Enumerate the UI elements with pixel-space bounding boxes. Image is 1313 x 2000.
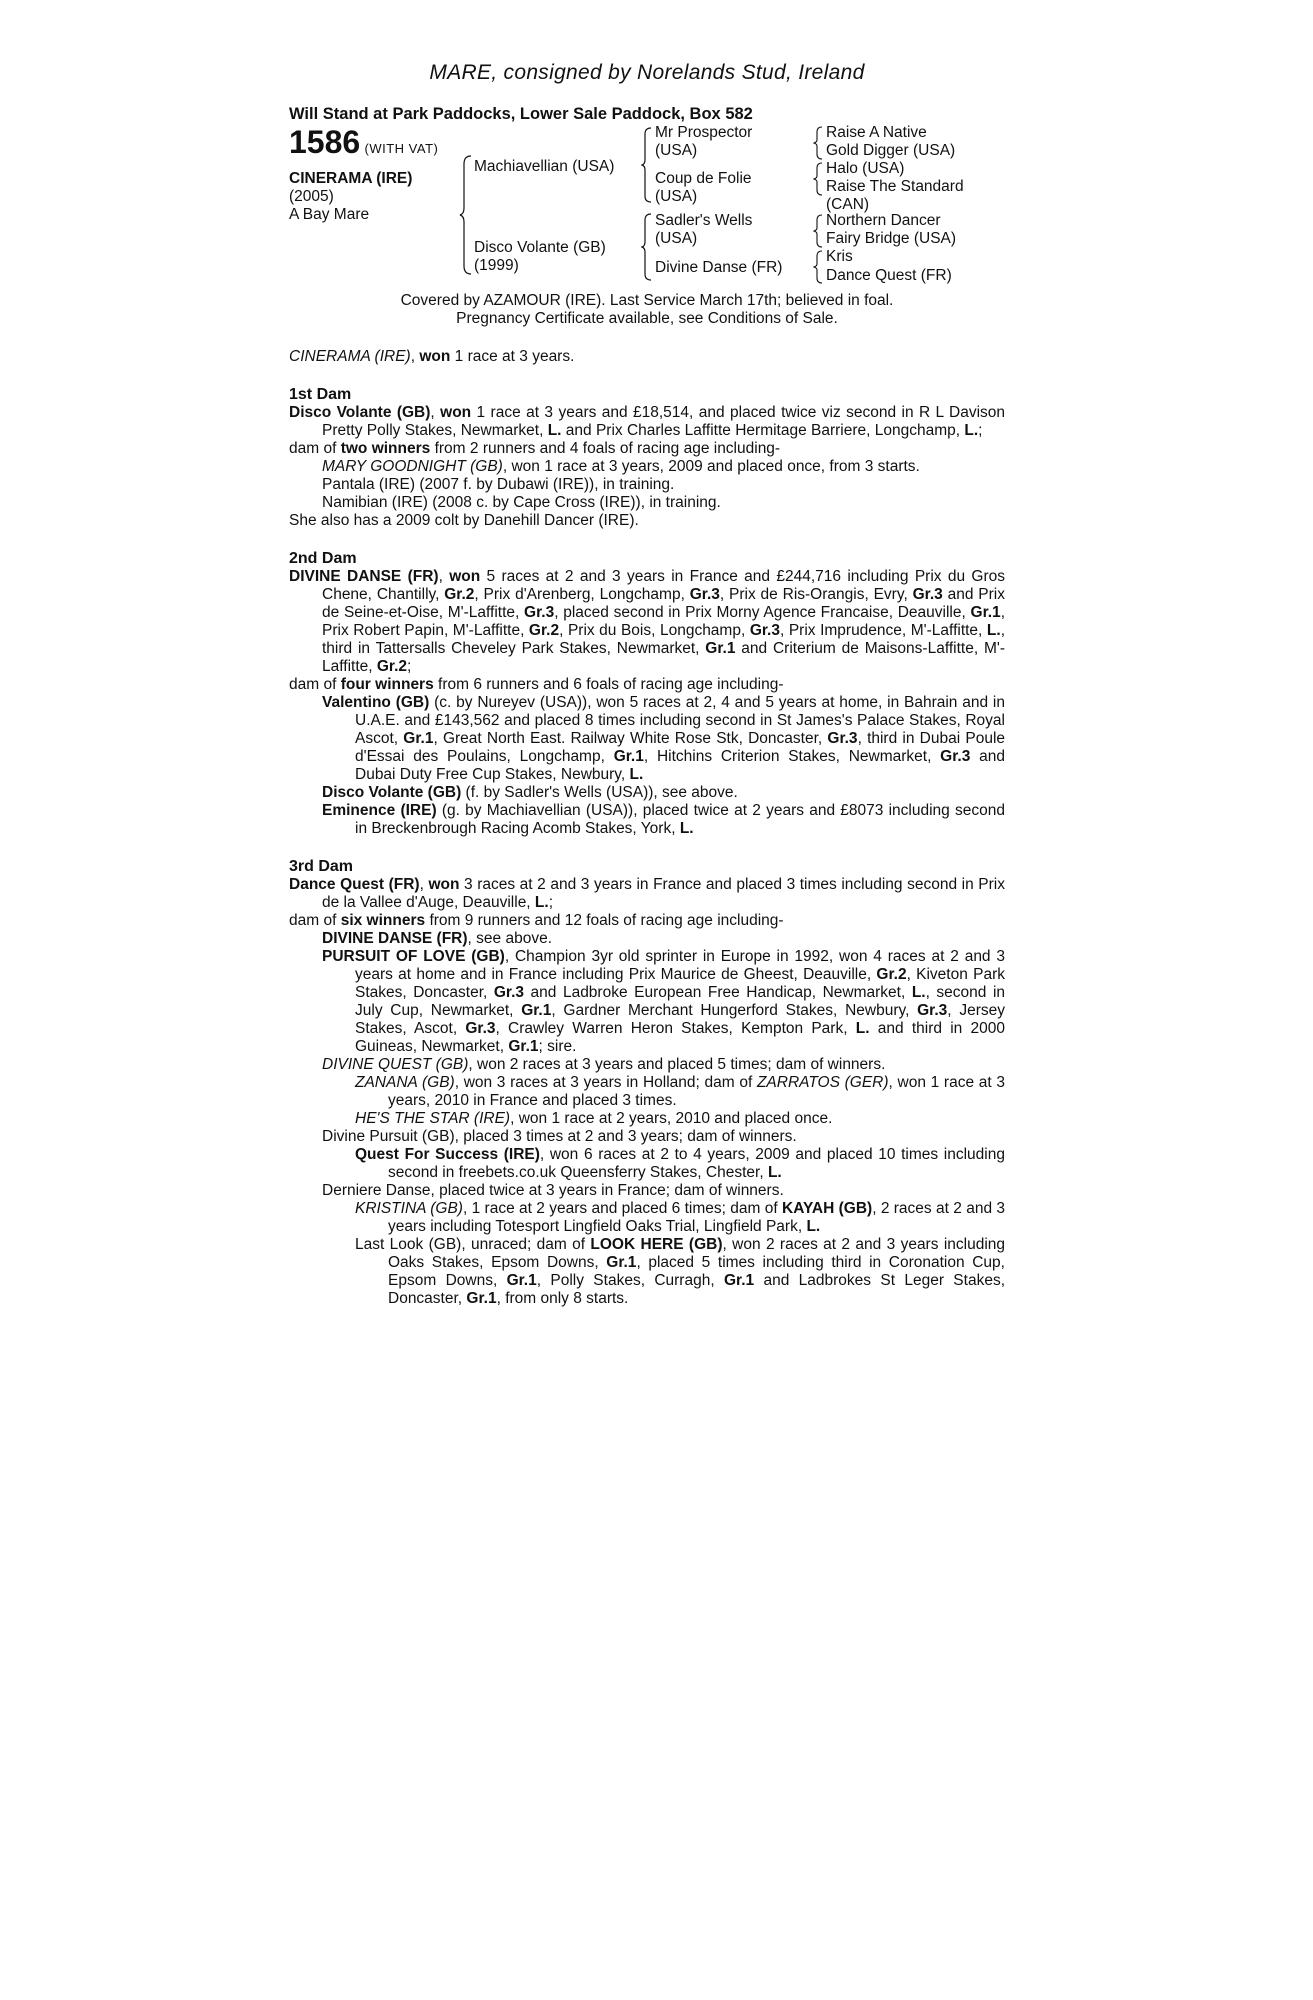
horse-name: MARY GOODNIGHT (GB) [322, 458, 503, 475]
text: , won 3 races at 3 years in Holland; dam of [454, 1074, 757, 1091]
text: and Prix Charles Laffitte Hermitage Barriere, Longchamp, [561, 422, 965, 439]
vat-note: (WITH VAT) [364, 141, 439, 156]
grade: L. [629, 766, 644, 783]
horse-name: HE'S THE STAR (IRE) [355, 1110, 511, 1127]
grade: Gr.1 [508, 1038, 539, 1055]
horse-name: ZARRATOS (GER) [756, 1074, 889, 1091]
won: won [428, 876, 460, 893]
text: , won 1 race at 2 years, 2010 and placed once. [510, 1110, 833, 1127]
text: , won 2 races at 2 and 3 years including Oaks Stakes, Epsom Downs, [388, 1236, 1005, 1271]
won: won [440, 404, 472, 421]
horse-name: PURSUIT OF LOVE (GB) [322, 948, 505, 965]
text: ; [407, 658, 412, 675]
horse-name: ZANANA (GB) [355, 1074, 455, 1091]
grade: L. [855, 1020, 870, 1037]
produce-item [289, 1110, 1005, 1128]
text: ; [548, 894, 554, 911]
text: , 1 race at 2 years and placed 6 times; dam of [462, 1200, 783, 1217]
grade: L. [767, 1164, 782, 1181]
horse-name: Valentino (GB) [322, 694, 430, 711]
sire-sire: Mr Prospector [655, 124, 753, 141]
text: , placed 5 times including third in Coronation Cup, Epsom Downs, [388, 1254, 1005, 1289]
second-dam-section [289, 550, 1005, 838]
text: and Ladbroke European Free Handicap, Newmarket, [524, 984, 912, 1001]
produce-item [289, 802, 1005, 838]
sss: Raise A Native [826, 124, 927, 141]
third-dam-produce [289, 912, 1005, 930]
dam-name: DIVINE DANSE (FR) [289, 568, 439, 585]
produce-item: Derniere Danse, placed twice at 3 years in France; dam of winners. [322, 1182, 784, 1199]
grade: Gr.1 [705, 640, 736, 657]
grade: L. [806, 1218, 821, 1235]
horse-name: KRISTINA (GB) [355, 1200, 463, 1217]
pedigree-table [289, 124, 1005, 292]
grade: Gr.1 [521, 1002, 552, 1019]
produce-item: Pantala (IRE) (2007 f. by Dubawi (IRE)), in training. [322, 476, 675, 493]
text: 5 races at 2 and 3 years in France and £244,716 including Prix du Gros Chene, Chantilly, [322, 568, 1005, 603]
sire-dam-country: (USA) [655, 188, 698, 205]
first-dam-produce [289, 440, 1005, 458]
pregnancy-line: Pregnancy Certificate available, see Conditions of Sale. [456, 310, 838, 327]
summary-won: won [419, 348, 451, 365]
produce-item [289, 1056, 1005, 1074]
produce-item: Namibian (IRE) (2008 c. by Cape Cross (IRE)), in training. [322, 494, 721, 511]
horse-year: (2005) [289, 188, 334, 205]
lot-summary: CINERAMA (IRE), won 1 race at 3 years. [289, 348, 575, 365]
grade: L. [986, 622, 1001, 639]
text: ; [978, 422, 983, 439]
grade: Gr.1 [970, 604, 1001, 621]
grade: Gr.3 [912, 586, 943, 603]
horse-name: DIVINE QUEST (GB) [322, 1056, 469, 1073]
grade: Gr.3 [827, 730, 858, 747]
produce-item [289, 930, 1005, 948]
summary-text: 1 race at 3 years. [450, 348, 575, 365]
grade: Gr.1 [613, 748, 644, 765]
horse-description: A Bay Mare [289, 206, 370, 223]
text: , see above. [467, 930, 552, 947]
text: , Gardner Merchant Hungerford Stakes, Newbury, [551, 1002, 918, 1019]
text: , Polly Stakes, Curragh, [536, 1272, 724, 1289]
stand-location: Will Stand at Park Paddocks, Lower Sale Paddock, Box 582 [289, 105, 753, 123]
horse-name: DIVINE DANSE (FR) [322, 930, 468, 947]
text: , Great North East. Railway White Rose Stk, Doncaster, [433, 730, 828, 747]
sdd: Raise The Standard [826, 178, 964, 195]
third-dam-section [289, 858, 1005, 1308]
grade: Gr.2 [876, 966, 907, 983]
grade: L. [679, 820, 694, 837]
pedigree-brace-3 [641, 212, 653, 282]
text: (f. by Sadler's Wells (USA)), see above. [461, 784, 738, 801]
pedigree-brace-6 [813, 214, 823, 248]
produce-item [289, 784, 1005, 802]
summary-name: CINERAMA (IRE) [289, 348, 411, 365]
dam: Disco Volante (GB) [474, 239, 606, 256]
colt-note: She also has a 2009 colt by Danehill Dancer (IRE). [289, 512, 639, 529]
text: , Prix Robert Papin, M'-Laffitte, [322, 604, 1005, 639]
text: , Champion 3yr old sprinter in Europe in 1992, won 4 races at 2 and 3 years at home and in France including Prix Maurice de Gheest, Deauville, [355, 948, 1006, 983]
pedigree-brace-2 [641, 126, 653, 204]
produce-item [289, 458, 1005, 476]
text: ; sire. [538, 1038, 577, 1055]
text: , Prix Imprudence, M'-Laffitte, [779, 622, 987, 639]
second-dam-produce [289, 676, 1005, 694]
dam-name: Dance Quest (FR) [289, 876, 420, 893]
winners: six winners [340, 912, 426, 929]
text: 3 races at 2 and 3 years in France and placed 3 times including second in Prix de la Vallee d'Auge, Deauville, [322, 876, 1005, 911]
won: won [449, 568, 481, 585]
winners: four winners [340, 676, 434, 693]
text: , Crawley Warren Heron Stakes, Kempton Park, [495, 1020, 856, 1037]
horse-name: LOOK HERE (GB) [590, 1236, 723, 1253]
grade: Gr.3 [524, 604, 555, 621]
text: , won 6 races at 2 to 4 years, 2009 and placed 10 times including second in freebets.co.uk Queensferry Stakes, Chester, [388, 1146, 1005, 1181]
grade: Gr.3 [917, 1002, 948, 1019]
text: , won 1 race at 3 years, 2009 and placed once, from 3 starts. [502, 458, 920, 475]
second-dam-heading: 2nd Dam [289, 550, 357, 567]
sds: Halo (USA) [826, 160, 905, 177]
grade: Gr.3 [749, 622, 780, 639]
text: , won 2 races at 3 years and placed 5 times; dam of winners. [468, 1056, 886, 1073]
text: dam of [289, 440, 341, 457]
horse-name: Eminence (IRE) [322, 802, 437, 819]
text: , Hitchins Criterion Stakes, Newmarket, [643, 748, 941, 765]
produce-item [289, 1074, 1005, 1110]
first-dam-section [289, 386, 1005, 530]
grade: Gr.3 [689, 586, 720, 603]
text: , Prix de Ris-Orangis, Evry, [719, 586, 913, 603]
text: and Prix de Seine-et-Oise, M'-Laffitte, [322, 586, 1005, 621]
horse-name: CINERAMA (IRE) [289, 170, 413, 187]
text: from 6 runners and 6 foals of racing age including- [433, 676, 784, 693]
first-dam-heading: 1st Dam [289, 386, 352, 403]
grade: L. [964, 422, 979, 439]
dam-name: Disco Volante (GB) [289, 404, 431, 421]
dam-dam: Divine Danse (FR) [655, 259, 783, 276]
text: , third in Tattersalls Cheveley Park Stakes, Newmarket, [322, 622, 1005, 657]
grade: Gr.3 [940, 748, 971, 765]
lot-number: 1586 [289, 124, 361, 160]
horse-name: Disco Volante (GB) [322, 784, 462, 801]
first-dam-record: Disco Volante (GB), won 1 race at 3 years and £18,514, and placed twice viz second in R L Davison Pretty Polly Stakes, Newmarket, L. and Prix Charles Laffitte Hermitage Barriere, Longchamp, L.; [289, 404, 1005, 439]
text: , 2 races at 2 and 3 years including Totesport Lingfield Oaks Trial, Lingfield Park, [388, 1200, 1006, 1235]
horse-name: Quest For Success (IRE) [355, 1146, 540, 1163]
text: 1 race at 3 years and £18,514, and placed twice viz second in R L Davison Pretty Polly Stakes, Newmarket, [322, 404, 1005, 439]
grade: L. [534, 894, 549, 911]
dds: Kris [826, 248, 853, 265]
grade: Gr.1 [466, 1290, 497, 1307]
text: from 9 runners and 12 foals of racing age including- [425, 912, 784, 929]
grade: Gr.3 [493, 984, 525, 1001]
text: , from only 8 starts. [496, 1290, 629, 1307]
text: , placed second in Prix Morny Agence Francaise, Deauville, [554, 604, 971, 621]
text: , Prix du Bois, Longchamp, [559, 622, 750, 639]
sire-sire-country: (USA) [655, 142, 698, 159]
dam-sire-country: (USA) [655, 230, 698, 247]
text: (g. by Machiavellian (USA)), placed twice at 2 years and £8073 including second in Breckenbrough Racing Acomb Stakes, York, [355, 802, 1005, 837]
dss: Northern Dancer [826, 212, 941, 229]
grade: Gr.1 [606, 1254, 637, 1271]
grade: Gr.1 [403, 730, 434, 747]
produce-item [289, 1200, 1005, 1236]
text: Last Look (GB), unraced; dam of [355, 1236, 591, 1253]
text: , Jersey Stakes, Ascot, [355, 1002, 1005, 1037]
produce-item [289, 694, 1005, 784]
winners: two winners [340, 440, 431, 457]
grade: L. [547, 422, 562, 439]
ddd: Dance Quest (FR) [826, 267, 952, 284]
grade: L. [911, 984, 926, 1001]
pedigree-brace-7 [813, 250, 823, 284]
text: and third in 2000 Guineas, Newmarket, [355, 1020, 1005, 1055]
grade: Gr.2 [528, 622, 560, 639]
dam-year: (1999) [474, 257, 519, 274]
third-dam-record: Dance Quest (FR), won 3 races at 2 and 3 years in France and placed 3 times including second in Prix de la Vallee d'Auge, Deauville, L.; [289, 876, 1005, 911]
sire: Machiavellian (USA) [474, 158, 615, 175]
text: and Criterium de Maisons-Laffitte, M'-Laffitte, [322, 640, 1005, 675]
produce-item [289, 1236, 1005, 1308]
grade: Gr.2 [444, 586, 475, 603]
text: and Dubai Duty Free Cup Stakes, Newbury, [355, 748, 1005, 783]
sdd-country: (CAN) [826, 196, 870, 213]
text: dam of [289, 912, 341, 929]
text: (c. by Nureyev (USA)), won 5 races at 2, 4 and 5 years at home, in Bahrain and in U.A.E. and £143,562 and placed 8 times including second in St James's Palace Stakes, Royal Ascot, [355, 694, 1005, 747]
text: and Ladbrokes St Leger Stakes, Doncaster, [388, 1272, 1005, 1307]
pedigree-brace-4 [813, 126, 823, 160]
produce-item: Divine Pursuit (GB), placed 3 times at 2 and 3 years; dam of winners. [322, 1128, 797, 1145]
pedigree-brace-5 [813, 162, 823, 196]
text: , second in July Cup, Newmarket, [355, 984, 1006, 1019]
pedigree-brace-1 [459, 154, 473, 276]
produce-item [289, 948, 1005, 1056]
ssd: Gold Digger (USA) [826, 142, 956, 159]
text: dam of [289, 676, 341, 693]
text: , Prix d'Arenberg, Longchamp, [474, 586, 690, 603]
lot-block [289, 124, 438, 224]
sire-dam: Coup de Folie [655, 170, 752, 187]
dam-sire: Sadler's Wells [655, 212, 753, 229]
dsd: Fairy Bridge (USA) [826, 230, 957, 247]
covered-line: Covered by AZAMOUR (IRE). Last Service March 17th; believed in foal. [400, 292, 894, 309]
text: from 2 runners and 4 foals of racing age including- [430, 440, 781, 457]
second-dam-record: DIVINE DANSE (FR), won 5 races at 2 and 3 years in France and £244,716 including Prix du Gros Chene, Chantilly, Gr.2, Prix d'Arenberg, Longchamp, Gr.3, Prix de Ris-Orangis, Evry, Gr.3 and Prix de Seine-et-Oise, M'-Laffitte, Gr.3, placed second in Prix Morny Agence Francaise, Deauville, Gr.1, Prix Robert Papin, M'-Laffitte, Gr.2, Prix du Bois, Longchamp, Gr.3, Prix Imprudence, M'-Laffitte, L., third in Tattersalls Cheveley Park Stakes, Newmarket, Gr.1 and Criterium de Maisons-Laffitte, M'-Laffitte, Gr.2; [289, 568, 1005, 675]
catalogue-entry [289, 60, 1005, 1308]
consignor-header: MARE, consigned by Norelands Stud, Ireland [429, 61, 865, 84]
text: , Kiveton Park Stakes, Doncaster, [355, 966, 1005, 1001]
horse-name: KAYAH (GB) [782, 1200, 873, 1217]
third-dam-heading: 3rd Dam [289, 858, 354, 875]
grade: Gr.1 [506, 1272, 537, 1289]
produce-item [289, 1146, 1005, 1182]
grade: Gr.3 [465, 1020, 496, 1037]
grade: Gr.2 [376, 658, 408, 675]
text: , won 1 race at 3 years, 2010 in France and placed 3 times. [388, 1074, 1005, 1109]
grade: Gr.1 [723, 1272, 755, 1289]
text: , third in Dubai Poule d'Essai des Poulains, Longchamp, [355, 730, 1006, 765]
